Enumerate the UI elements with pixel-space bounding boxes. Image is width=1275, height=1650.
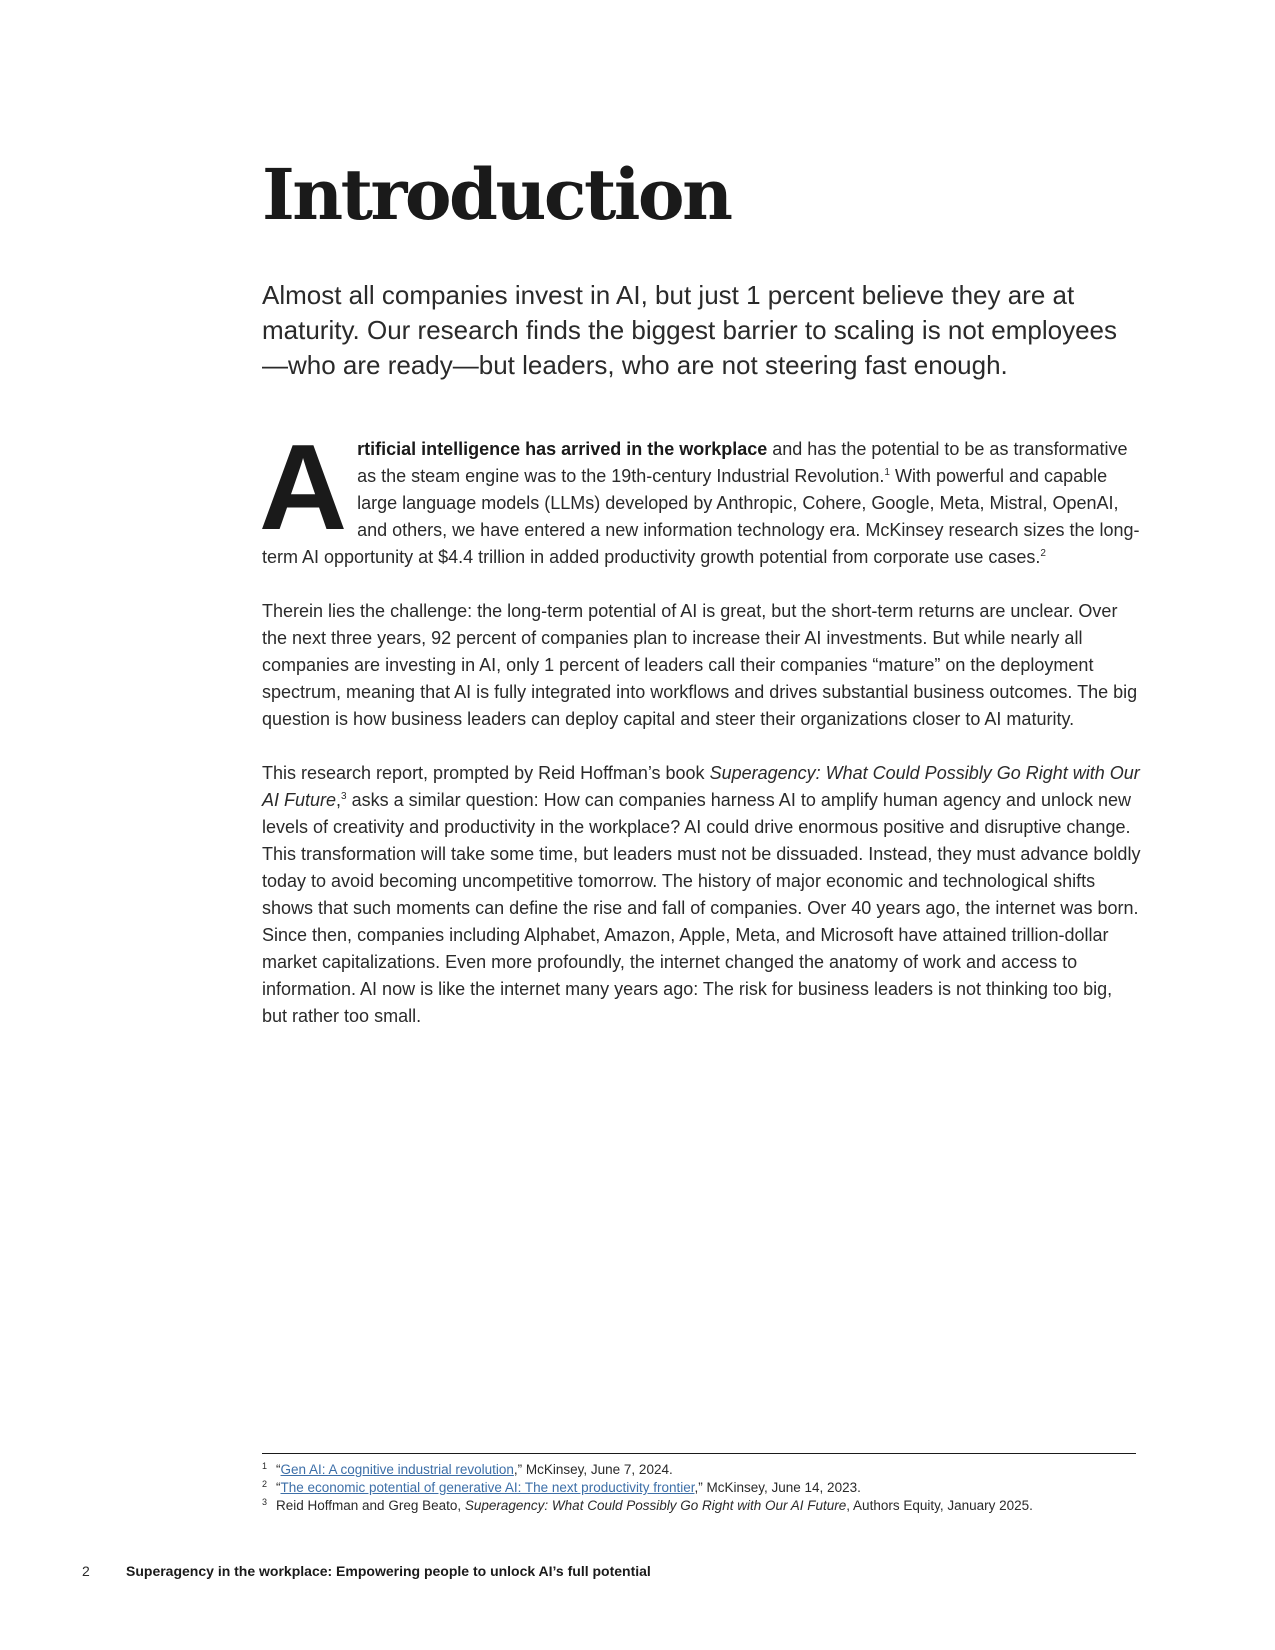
footnote-quote: “ [276, 1462, 281, 1477]
footnote-number: 1 [262, 1461, 268, 1471]
book-title: Superagency: What Could Possibly Go Right with Our AI Future [262, 763, 1140, 810]
footnote-book-title: Superagency: What Could Possibly Go Right with Our AI Future [464, 1498, 847, 1513]
footnote-divider [262, 1453, 1136, 1454]
footnote-3 [262, 1497, 1142, 1515]
footnote-2 [262, 1479, 1142, 1497]
footnote-ref-3[interactable]: 3 [341, 791, 347, 802]
paragraph-text: asks a similar question: How can companies harness AI to amplify human agency and unlock new levels of creativity and productivity in the workplace? AI could drive enormous positive and disruptive change. This transformation will take some time, but leaders must not be dissuaded. Instead, they must advance boldly today to avoid becoming uncompetitive tomorrow. The history of major economic and technological shifts shows that such moments can define the rise and fall of companies. Over 40 years ago, the internet was born. Since then, companies including Alphabet, Amazon, Apple, Meta, and Microsoft have attained trillion-dollar market capitalizations. Even more profoundly, the internet changed the anatomy of work and access to information. AI now is like the internet many years ago: The risk for business leaders is not thinking too big, but rather too small. [262, 790, 1141, 1026]
paragraph-text: With powerful and capable large language models (LLMs) developed by Anthropic, Cohere, Google, Meta, Mistral, OpenAI, and others, we have entered a new information technology era. McKinsey research sizes the long-term AI opportunity at $4.4 trillion in added productivity growth potential from corporate use cases. [262, 466, 1140, 567]
running-title: Superagency in the workplace: Empowering people to unlock AI’s full potential [126, 1563, 651, 1579]
body-paragraph-1 [259, 419, 1142, 571]
lead-in-bold: rtificial intelligence has arrived in the workplace [357, 439, 768, 459]
footnote-quote: “ [276, 1480, 281, 1495]
footnote-ref-2[interactable]: 2 [1040, 548, 1046, 559]
footnote-authors: Reid Hoffman and Greg Beato, [276, 1498, 465, 1513]
page-title: Introduction [262, 153, 731, 236]
page-number: 2 [82, 1563, 90, 1579]
lede-paragraph: Almost all companies invest in AI, but just 1 percent believe they are at maturity. Our research finds the biggest barrier to scaling is not employees—who are ready—but leaders, who are not steering fast enough. [262, 280, 1118, 380]
paragraph-text: This research report, prompted by Reid Hoffman’s book [262, 763, 710, 783]
footnote-source: , Authors Equity, January 2025. [846, 1498, 1033, 1513]
footnote-source: ,” McKinsey, June 7, 2024. [513, 1462, 673, 1477]
footnote-number: 2 [262, 1479, 268, 1489]
footnote-1 [262, 1461, 1142, 1479]
paragraph-text: and has the potential to be as transformative as the steam engine was to the 19th-century Industrial Revolution. [357, 439, 1128, 486]
footnote-ref-1[interactable]: 1 [884, 467, 890, 478]
drop-cap: A [259, 419, 348, 555]
body-paragraph-3 [262, 760, 1142, 1030]
footnotes [262, 1461, 1142, 1515]
body-paragraph-2: Therein lies the challenge: the long-term potential of AI is great, but the short-term returns are unclear. Over the next three years, 92 percent of companies plan to increase their AI investments. But while nearly all companies are investing in AI, only 1 percent of leaders call their companies “mature” on the deployment spectrum, meaning that AI is fully integrated into workflows and drives substantial business outcomes. The big question is how business leaders can deploy capital and steer their organizations closer to AI maturity. [262, 601, 1138, 729]
footnote-link-1[interactable]: Gen AI: A cognitive industrial revolution [280, 1462, 514, 1477]
footnote-number: 3 [262, 1497, 268, 1507]
paragraph-text: , [336, 790, 342, 810]
footnote-source: ,” McKinsey, June 14, 2023. [694, 1480, 861, 1495]
footnote-link-2[interactable]: The economic potential of generative AI: The next productivity frontier [280, 1480, 695, 1495]
